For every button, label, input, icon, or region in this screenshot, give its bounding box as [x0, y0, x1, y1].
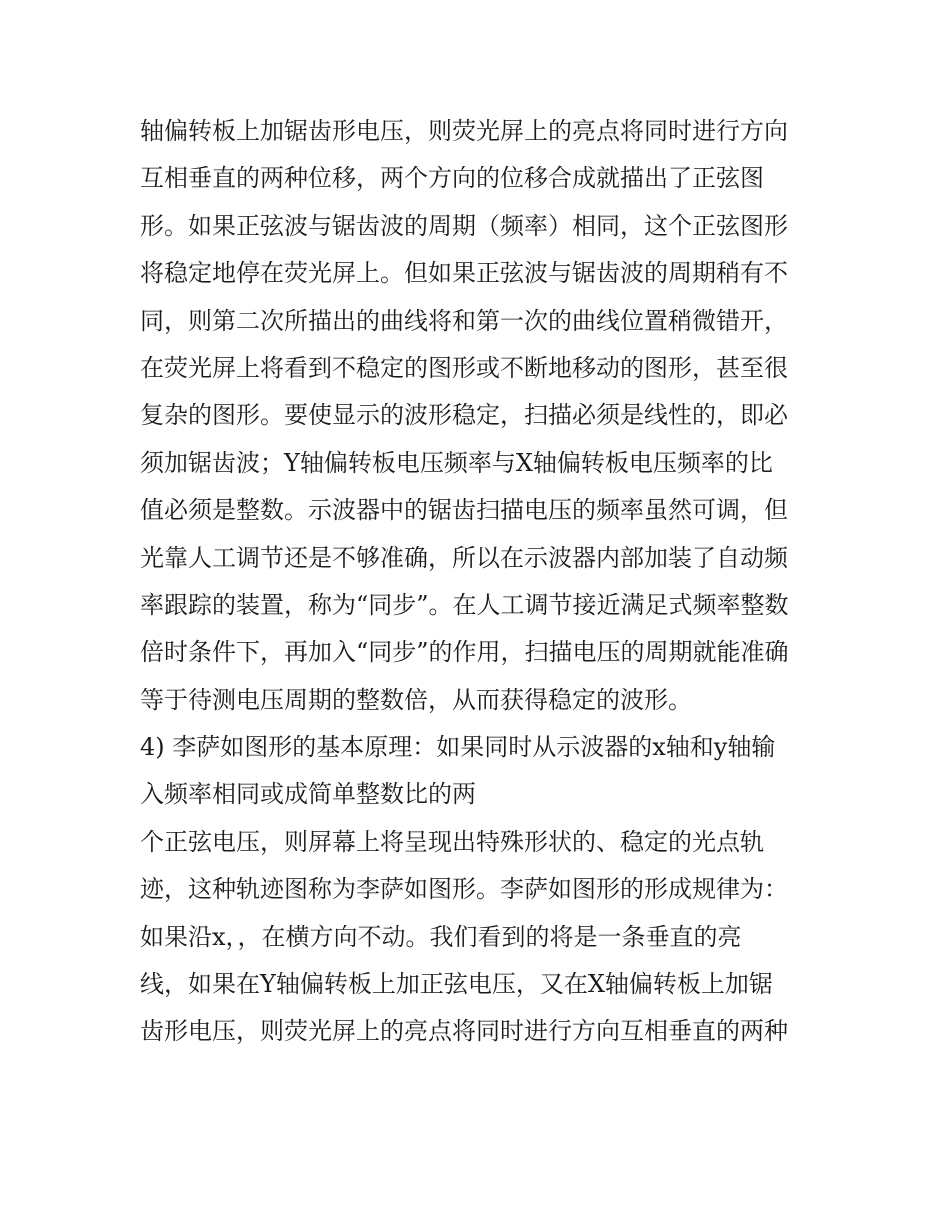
text-line-6: 在荧光屏上将看到不稳定的图形或不断地移动的图形，甚至很	[140, 353, 788, 382]
text-line-3: 形。如果正弦波与锯齿波的周期（频率）相同，这个正弦图形	[140, 211, 788, 240]
text-line-19: 线，如果在Y轴偏转板上加正弦电压，又在X轴偏转板上加锯	[140, 970, 773, 999]
text-line-20: 齿形电压，则荧光屏上的亮点将同时进行方向互相垂直的两种	[140, 1017, 788, 1046]
text-line-17: 迹，这种轨迹图称为李萨如图形。李萨如图形的形成规律为：	[140, 875, 788, 904]
body-text	[140, 108, 820, 1056]
text-line-9: 值必须是整数。示波器中的锯齿扫描电压的频率虽然可调，但	[140, 496, 788, 525]
text-line-13: 等于待测电压周期的整数倍，从而获得稳定的波形。	[140, 685, 692, 714]
text-line-15: 入频率相同或成简单整数比的两	[140, 780, 476, 809]
text-line-5: 同，则第二次所描出的曲线将和第一次的曲线位置稍微错开，	[140, 306, 788, 335]
text-line-12: 倍时条件下，再加入“同步”的作用，扫描电压的周期就能准确	[140, 638, 789, 667]
text-line-10: 光靠人工调节还是不够准确，所以在示波器内部加装了自动频	[140, 543, 788, 572]
text-line-7: 复杂的图形。要使显示的波形稳定，扫描必须是线性的，即必	[140, 401, 788, 430]
text-line-16: 个正弦电压，则屏幕上将呈现出特殊形状的、稳定的光点轨	[140, 827, 764, 856]
text-line-8: 须加锯齿波；Y轴偏转板电压频率与X轴偏转板电压频率的比	[140, 448, 773, 477]
text-line-2: 互相垂直的两种位移，两个方向的位移合成就描出了正弦图	[140, 164, 764, 193]
text-line-14: 4) 李萨如图形的基本原理：如果同时从示波器的x轴和y轴输	[140, 733, 776, 762]
text-line-18: 如果沿x，，在横方向不动。我们看到的将是一条垂直的亮	[140, 922, 742, 951]
text-line-4: 将稳定地停在荧光屏上。但如果正弦波与锯齿波的周期稍有不	[140, 259, 788, 288]
text-line-1: 轴偏转板上加锯齿形电压，则荧光屏上的亮点将同时进行方向	[140, 117, 788, 145]
text-line-11: 率跟踪的装置，称为“同步”。在人工调节接近满足式频率整数	[140, 590, 789, 619]
